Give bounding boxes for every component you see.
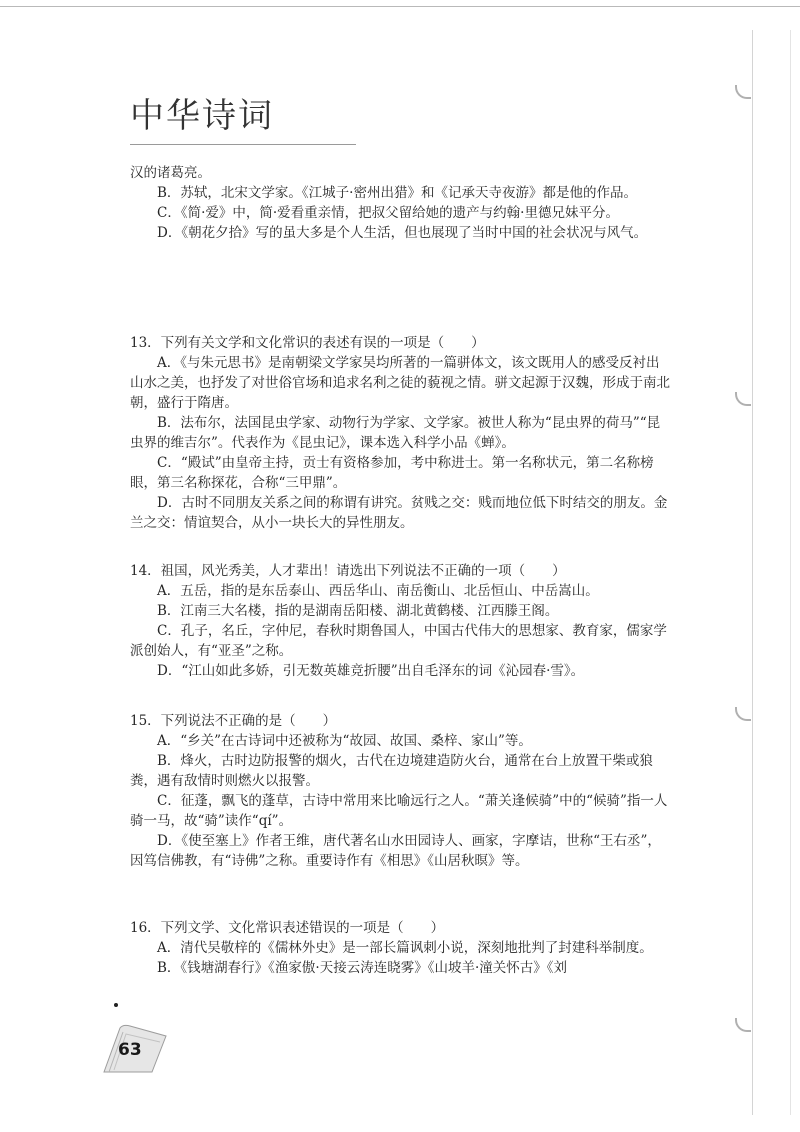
option-a: A．《与朱元思书》是南朝梁文学家吴均所著的一篇骈体文，该文既用人的感受反衬出山水之美，也抒发了对世俗官场和追求名利之徒的藐视之情。骈文起源于汉魏，形成于南北朝，盛行于隋唐。: [130, 355, 670, 411]
question-stem: 16．下列文学、文化常识表述错误的一项是（ ）: [130, 920, 445, 936]
question-stem: 14．祖国，风光秀美，人才辈出！请选出下列说法不正确的一项（ ）: [130, 563, 566, 579]
print-speck: [114, 1003, 118, 1007]
option-d: D．古时不同朋友关系之间的称谓有讲究。贫贱之交：贱而地位低下时结交的朋友。金兰之交：情谊契合，从小一块长大的异性朋友。: [130, 495, 668, 531]
question-13: [130, 333, 670, 533]
option-c: C．“殿试”由皇帝主持，贡士有资格参加，考中称进士。第一名称状元，第二名称榜眼，第三名称探花，合称“三甲鼎”。: [130, 455, 654, 491]
page-top-edge: [0, 6, 800, 7]
binder-ring-mark: [735, 392, 751, 406]
question-14: [130, 561, 670, 681]
previous-question-continuation: [130, 163, 670, 243]
option-d: D．《朝花夕拾》写的虽大多是个人生活，但也展现了当时中国的社会状况与风气。: [157, 225, 648, 241]
binder-ring-mark: [735, 85, 751, 99]
continuation-line: 汉的诸葛亮。: [130, 165, 211, 181]
option-b: B．《钱塘湖春行》《渔家傲·天接云涛连晓雾》《山坡羊·潼关怀古》《刘: [157, 960, 568, 976]
question-stem: 15．下列说法不正确的是（ ）: [130, 713, 337, 729]
option-c: C．孔子，名丘，字仲尼，春秋时期鲁国人，中国古代伟大的思想家、教育家，儒家学派创始人，有“亚圣”之称。: [130, 623, 667, 659]
option-a: A．“乡关”在古诗词中还被称为“故园、故国、桑梓、家山”等。: [157, 733, 532, 749]
option-d: D．《使至塞上》作者王维，唐代著名山水田园诗人、画家，字摩诘，世称“王右丞”，因笃信佛教，有“诗佛”之称。重要诗作有《相思》《山居秋暝》等。: [130, 833, 661, 869]
page-binding-edge: [752, 30, 753, 1115]
option-a: A．清代吴敬梓的《儒林外史》是一部长篇讽刺小说，深刻地批判了封建科举制度。: [157, 940, 653, 956]
option-a: A．五岳，指的是东岳泰山、西岳华山、南岳衡山、北岳恒山、中岳嵩山。: [157, 583, 599, 599]
binder-ring-mark: [735, 1018, 751, 1032]
option-b: B．烽火，古时边防报警的烟火，古代在边境建造防火台，通常在台上放置干柴或狼粪，遇有敌情时则燃火以报警。: [130, 753, 653, 789]
option-b: B．江南三大名楼，指的是湖南岳阳楼、湖北黄鹤楼、江西滕王阁。: [157, 603, 559, 619]
page-number: 63: [118, 1040, 142, 1060]
question-15: [130, 711, 670, 871]
question-16: [130, 918, 670, 978]
binder-ring-mark: [735, 707, 751, 721]
page-outer-edge: [790, 30, 791, 1115]
option-b: B．法布尔，法国昆虫学家、动物行为学家、文学家。被世人称为“昆虫界的荷马”“昆虫界的维吉尔”。代表作为《昆虫记》，课本选入科学小品《蝉》。: [130, 415, 661, 451]
page-title: 中华诗词: [130, 96, 274, 136]
question-stem: 13．下列有关文学和文化常识的表述有误的一项是（ ）: [130, 335, 485, 351]
option-c: C．征蓬，飘飞的蓬草，古诗中常用来比喻远行之人。“萧关逢候骑”中的“候骑”指一人骑一马，故“骑”读作“qí”。: [130, 793, 668, 829]
option-b: B．苏轼，北宋文学家。《江城子·密州出猎》和《记承天寺夜游》都是他的作品。: [157, 185, 637, 201]
option-c: C．《简·爱》中，简·爱看重亲情，把叔父留给她的遗产与约翰·里德兄妹平分。: [157, 205, 619, 221]
title-divider: [130, 144, 356, 145]
option-d: D．“江山如此多娇，引无数英雄竞折腰”出自毛泽东的词《沁园春·雪》。: [157, 663, 585, 679]
